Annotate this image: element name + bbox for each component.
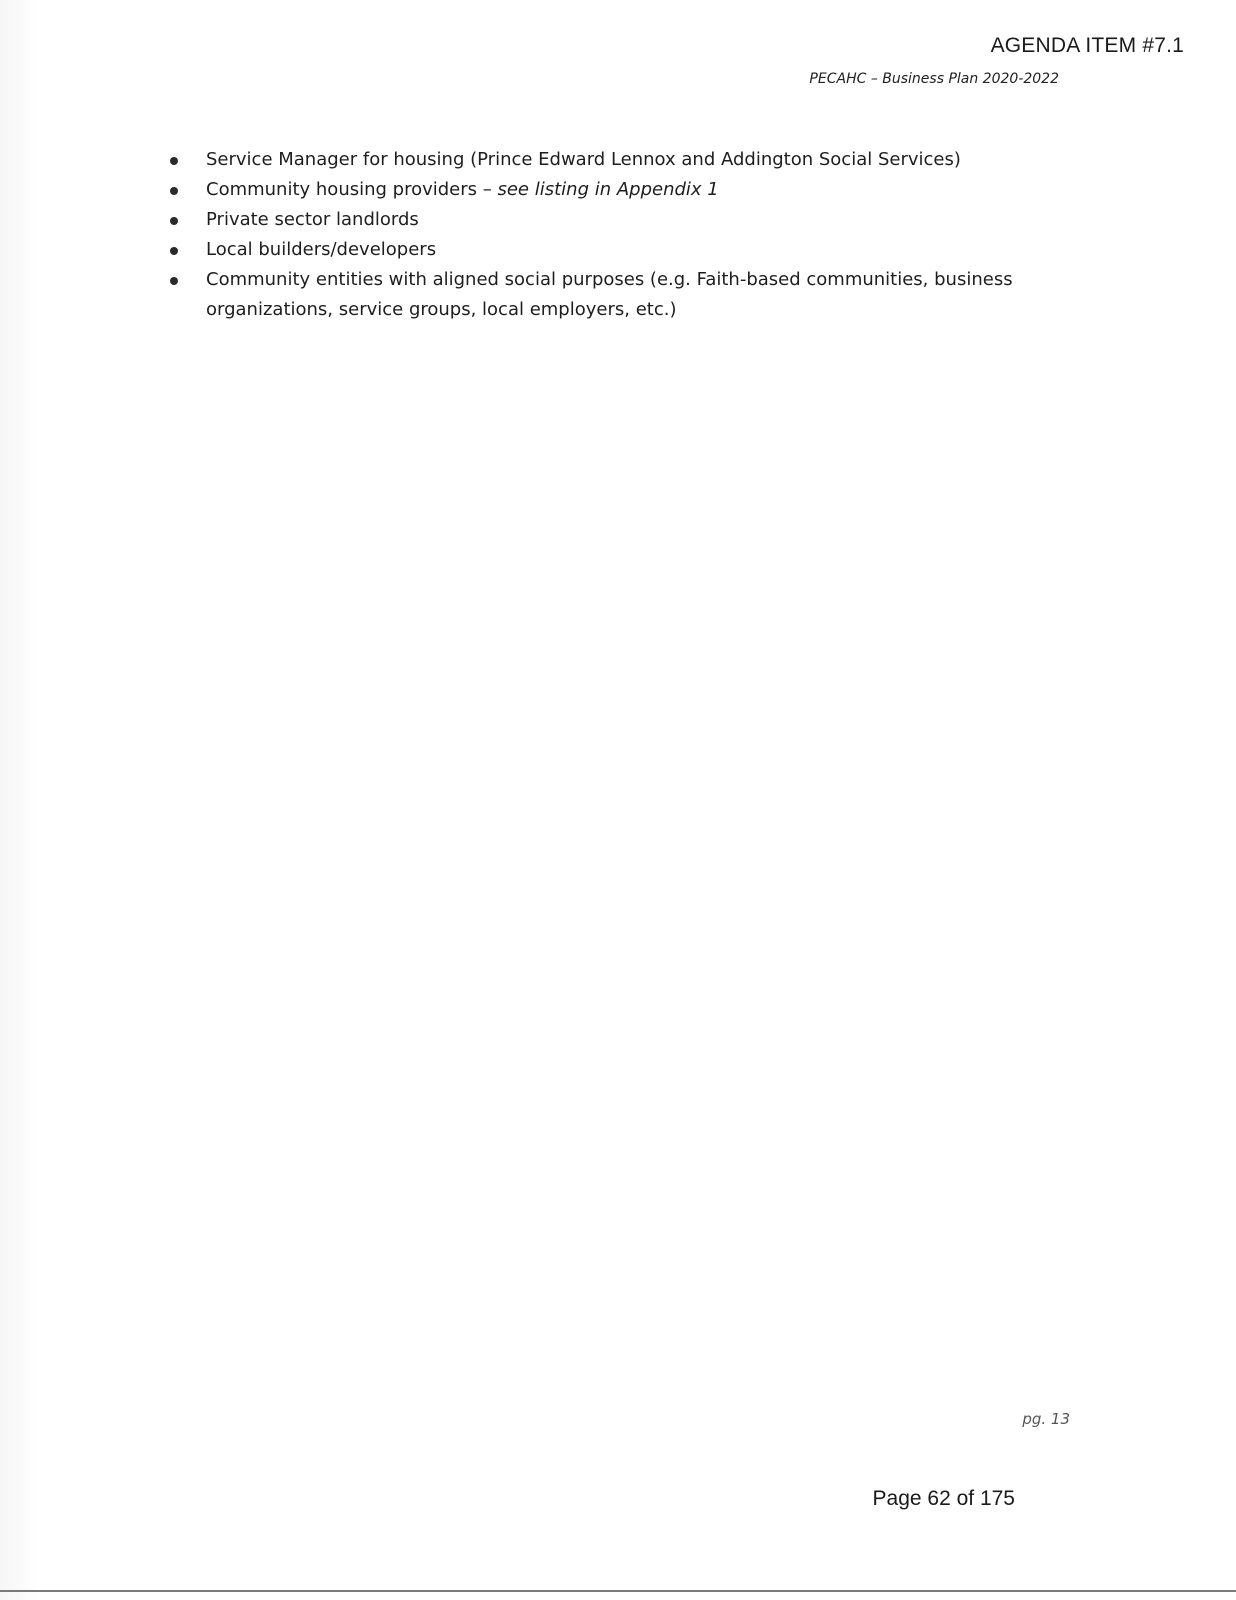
- bullet-icon: [170, 157, 178, 165]
- list-item-text: Community housing providers –: [206, 179, 498, 200]
- list-item: [165, 175, 1045, 205]
- list-item-text: Community entities with aligned social purposes (e.g. Faith-based communities, business organizations, service groups, local employers, etc.): [206, 269, 1013, 320]
- document-running-header: PECAHC – Business Plan 2020-2022: [809, 71, 1059, 87]
- bullet-icon: [170, 187, 178, 195]
- page-number: pg. 13: [1022, 1410, 1070, 1428]
- page-count-footer: Page 62 of 175: [872, 1487, 1015, 1510]
- bullet-icon: [170, 217, 178, 225]
- list-item: [165, 205, 1045, 235]
- agenda-item-label: AGENDA ITEM #7.1: [990, 34, 1184, 57]
- list-item-text: Service Manager for housing (Prince Edward Lennox and Addington Social Services): [206, 149, 961, 170]
- list-item: [165, 265, 1045, 325]
- stakeholder-list: [165, 145, 1045, 325]
- list-item-text: Local builders/developers: [206, 239, 437, 260]
- list-item-italic-text: see listing in Appendix 1: [497, 179, 719, 200]
- bullet-icon: [170, 247, 178, 255]
- list-item: [165, 145, 1045, 175]
- scan-edge-shading: [0, 0, 40, 1600]
- list-item-text: Private sector landlords: [206, 209, 419, 230]
- bottom-divider: [0, 1590, 1236, 1592]
- list-item: [165, 235, 1045, 265]
- bullet-icon: [170, 277, 178, 285]
